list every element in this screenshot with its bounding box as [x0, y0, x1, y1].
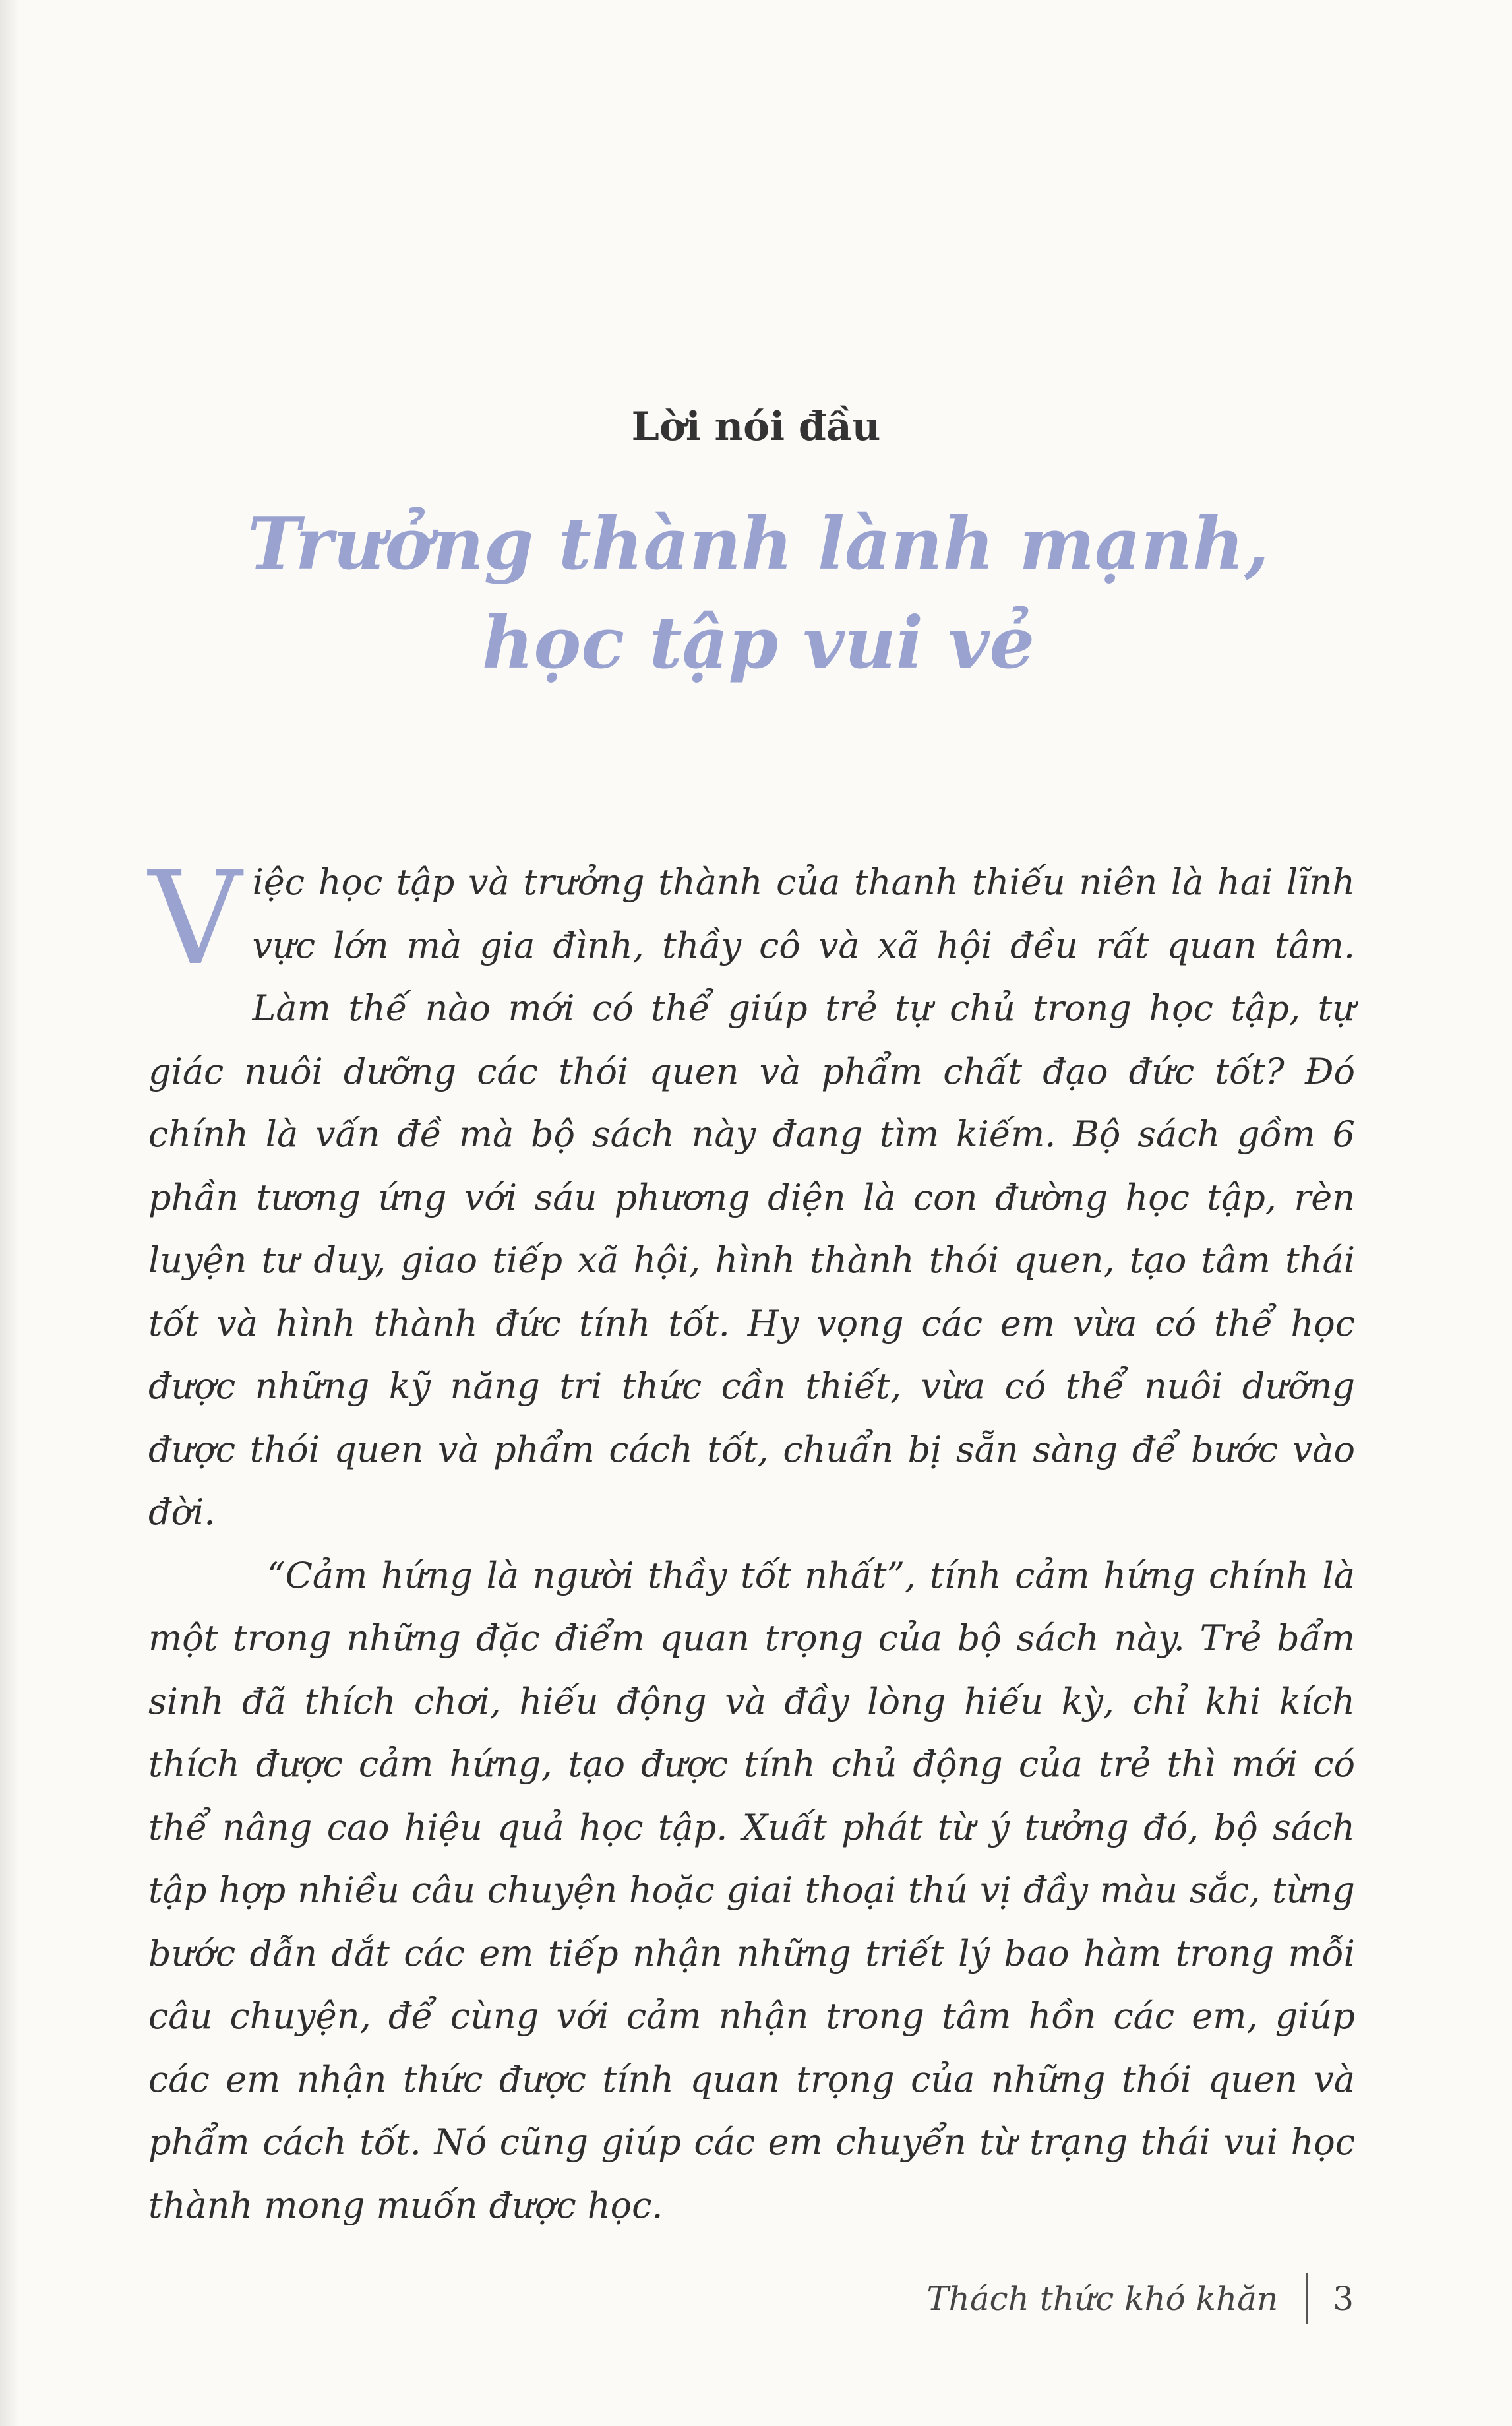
drop-cap: V: [148, 844, 242, 994]
paragraph-1-text: iệc học tập và trưởng thành của thanh thiếu niên là hai lĩnh vực lớn mà gia đình, thầy cô và xã hội đều rất quan tâm. Làm thế nào mới có thể giúp trẻ tự chủ trong học tập, tự giác nuôi dưỡng các thói quen và phẩm chất đạo đức tốt? Đó chính là vấn đề mà bộ sách này đang tìm kiếm. Bộ sách gồm 6 phần tương ứng với sáu phương diện là con đường học tập, rèn luyện tư duy, giao tiếp xã hội, hình thành thói quen, tạo tâm thái tốt và hình thành đức tính tốt. Hy vọng các em vừa có thể học được những kỹ năng tri thức cần thiết, vừa có thể nuôi dưỡng được thói quen và phẩm cách tốt, chuẩn bị sẵn sàng để bước vào đời.: [148, 861, 1355, 1533]
page-subtitle: [198, 495, 1319, 693]
paragraph-2: “Cảm hứng là người thầy tốt nhất”, tính cảm hứng chính là một trong những đặc điểm quan trọng của bộ sách này. Trẻ bẩm sinh đã thích chơi, hiếu động và đầy lòng hiếu kỳ, chỉ khi kích thích được cảm hứng, tạo được tính chủ động của trẻ thì mới có thể nâng cao hiệu quả học tập. Xuất phát từ ý tưởng đó, bộ sách tập hợp nhiều câu chuyện hoặc giai thoại thú vị đầy màu sắc, từng bước dẫn dắt các em tiếp nhận những triết lý bao hàm trong mỗi câu chuyện, để cùng với cảm nhận trong tâm hồn các em, giúp các em nhận thức được tính quan trọng của những thói quen và phẩm cách tốt. Nó cũng giúp các em chuyển từ trạng thái vui học thành mong muốn được học.: [148, 1554, 1355, 2226]
page-number: 3: [1333, 2280, 1354, 2318]
paragraph-1: [148, 844, 1355, 1544]
page-heading: Lời nói đầu: [631, 404, 881, 450]
subtitle-line-2: học tập vui vẻ: [481, 602, 1035, 685]
page-edge-shadow: [0, 0, 20, 2426]
footer-divider: [1306, 2273, 1308, 2324]
footer-book-title: Thách thức khó khăn: [926, 2280, 1279, 2318]
page-footer: [926, 2269, 1354, 2328]
body-text: [148, 844, 1355, 2237]
subtitle-line-1: Trưởng thành lành mạnh,: [247, 503, 1269, 586]
